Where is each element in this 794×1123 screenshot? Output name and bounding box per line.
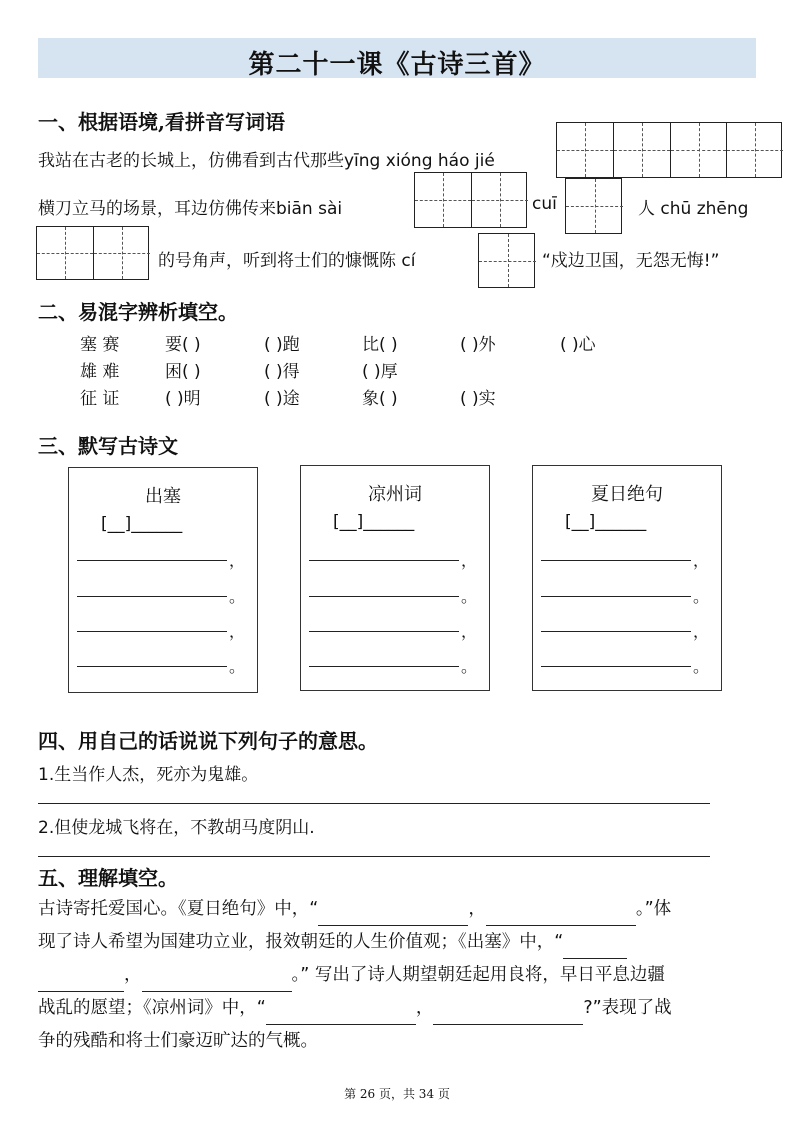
poem-box-chusai xyxy=(68,467,258,693)
para-line-5: 争的残酷和将士们豪迈旷达的气概。 xyxy=(38,1031,318,1051)
pair-label: 塞 赛 xyxy=(80,335,120,355)
verse-line[interactable] xyxy=(77,666,227,667)
fill-item[interactable]: ( )外 xyxy=(460,335,496,355)
answer-line[interactable] xyxy=(38,803,710,804)
fill-item[interactable]: ( )跑 xyxy=(264,335,300,355)
page-footer: 第 26 页，共 34 页 xyxy=(344,1087,450,1101)
answer-grid-4[interactable] xyxy=(556,122,782,178)
punct: 。 xyxy=(229,587,246,606)
verse-line[interactable] xyxy=(77,631,227,632)
section5-heading: 五、理解填空。 xyxy=(38,866,178,890)
punct: 。 xyxy=(693,587,710,606)
verse-line[interactable] xyxy=(541,631,691,632)
poem-title: 凉州词 xyxy=(368,484,422,505)
punct: 。 xyxy=(461,587,478,606)
section3-heading: 三、默写古诗文 xyxy=(38,434,178,458)
verse-line[interactable] xyxy=(309,631,459,632)
punct: 。 xyxy=(693,657,710,676)
answer-grid-2[interactable] xyxy=(414,172,527,228)
punct: ， xyxy=(693,622,710,641)
fill-item[interactable]: 象( ) xyxy=(362,389,398,409)
pair-label: 征 证 xyxy=(80,389,120,409)
section1-line2-c: 人 chū zhēng xyxy=(638,199,749,219)
verse-line[interactable] xyxy=(541,560,691,561)
punct: ， xyxy=(693,551,710,570)
fill-blank[interactable] xyxy=(142,971,292,992)
section1-line3-a: 的号角声，听到将士们的慷慨陈 cí xyxy=(158,251,416,271)
fill-item[interactable]: 比( ) xyxy=(362,335,398,355)
author-blank[interactable]: [__]______ xyxy=(333,512,415,532)
answer-grid-2[interactable] xyxy=(36,226,149,280)
verse-line[interactable] xyxy=(541,596,691,597)
para-line-3: ， 。” 写出了诗人期望朝廷起用良将，早日平息边疆 xyxy=(38,959,758,992)
answer-grid-1[interactable] xyxy=(478,233,535,288)
author-blank[interactable]: [__]______ xyxy=(565,512,647,532)
punct: 。 xyxy=(461,657,478,676)
verse-line[interactable] xyxy=(77,560,227,561)
para-line-4: 战乱的愿望；《凉州词》中，“ ， ?”表现了战 xyxy=(38,992,758,1025)
poem-box-liangzhouci xyxy=(300,465,490,691)
question-2: 2.但使龙城飞将在，不教胡马度阴山. xyxy=(38,818,315,838)
para-line-2: 现了诗人希望为国建功立业，报效朝廷的人生价值观；《出塞》中，“ xyxy=(38,926,758,959)
poem-title: 出塞 xyxy=(145,486,181,507)
section1-line2-b: cuī xyxy=(532,194,557,214)
answer-grid-1[interactable] xyxy=(565,178,622,234)
section1-line2-a: 横刀立马的场景，耳边仿佛传来biān sài xyxy=(38,199,343,219)
pair-label: 雄 难 xyxy=(80,362,120,382)
fill-blank[interactable] xyxy=(318,905,468,926)
para-line-1: 古诗寄托爱国心。《夏日绝句》中，“ ， 。”体 xyxy=(38,893,758,926)
fill-item[interactable]: ( )得 xyxy=(264,362,300,382)
section4-heading: 四、用自己的话说说下列句子的意思。 xyxy=(38,729,378,753)
verse-line[interactable] xyxy=(77,596,227,597)
verse-line[interactable] xyxy=(309,596,459,597)
punct: ， xyxy=(229,551,246,570)
punct: ， xyxy=(229,622,246,641)
fill-item[interactable]: ( )明 xyxy=(165,389,201,409)
author-blank[interactable]: [__]______ xyxy=(101,514,183,534)
section1-line1: 我站在古老的长城上，仿佛看到古代那些yīng xióng háo jié xyxy=(38,151,495,171)
fill-blank[interactable] xyxy=(433,1004,583,1025)
fill-blank[interactable] xyxy=(486,905,636,926)
answer-line[interactable] xyxy=(38,856,710,857)
punct: ， xyxy=(461,551,478,570)
punct: 。 xyxy=(229,657,246,676)
poem-box-xiarijueju xyxy=(532,465,722,691)
fill-blank[interactable] xyxy=(38,971,124,992)
poem-title: 夏日绝句 xyxy=(591,484,663,505)
fill-blank[interactable] xyxy=(563,938,627,959)
punct: ， xyxy=(461,622,478,641)
verse-line[interactable] xyxy=(541,666,691,667)
fill-item[interactable]: ( )厚 xyxy=(362,362,398,382)
fill-item[interactable]: ( )实 xyxy=(460,389,496,409)
fill-item[interactable]: ( )心 xyxy=(560,335,596,355)
fill-item[interactable]: 要( ) xyxy=(165,335,201,355)
fill-item[interactable]: ( )途 xyxy=(264,389,300,409)
page-title: 第二十一课《古诗三首》 xyxy=(248,50,546,80)
section1-line3-b: “戍边卫国，无怨无悔!” xyxy=(542,251,720,271)
fill-blank[interactable] xyxy=(266,1004,416,1025)
section1-heading: 一、根据语境,看拼音写词语 xyxy=(38,110,285,134)
verse-line[interactable] xyxy=(309,560,459,561)
section2-heading: 二、易混字辨析填空。 xyxy=(38,300,238,324)
verse-line[interactable] xyxy=(309,666,459,667)
question-1: 1.生当作人杰，死亦为鬼雄。 xyxy=(38,765,259,785)
fill-item[interactable]: 困( ) xyxy=(165,362,201,382)
